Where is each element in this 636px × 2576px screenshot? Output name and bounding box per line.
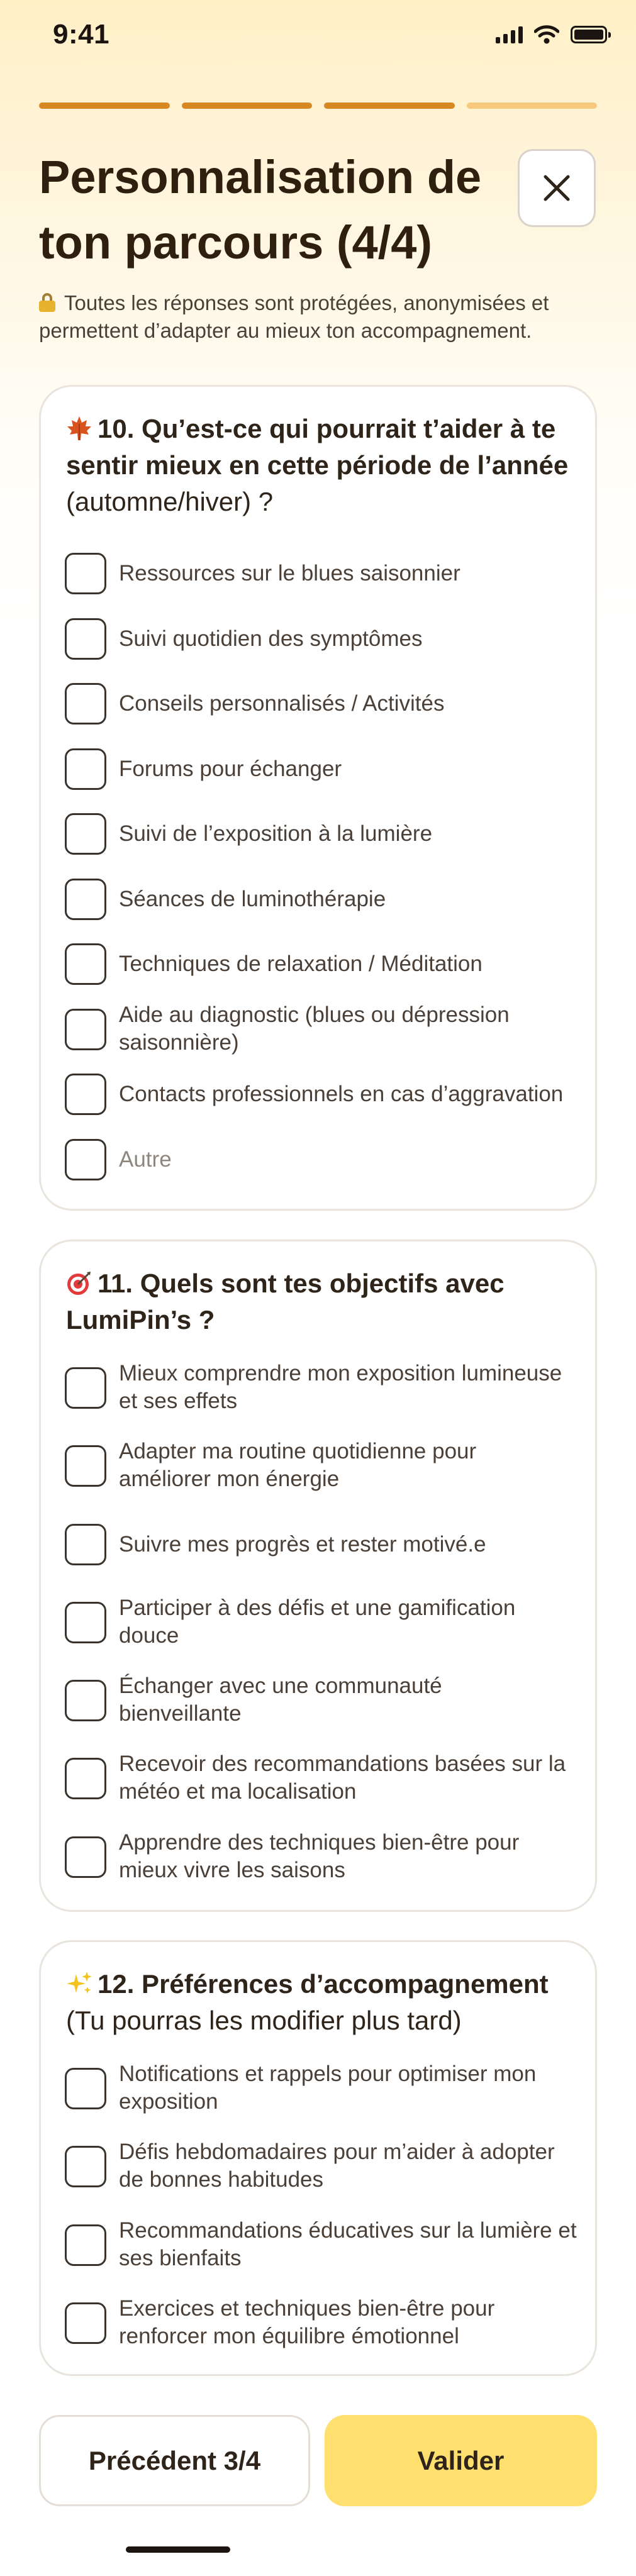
progress-segment-1 <box>39 103 170 109</box>
option-label: Forums pour échanger <box>119 757 342 781</box>
question-12-hint: (Tu pourras les modifier plus tard) <box>66 2006 462 2035</box>
checkbox[interactable] <box>65 1139 106 1180</box>
option-label: Suivre mes progrès et rester motivé.e <box>119 1532 486 1557</box>
q11-option[interactable] <box>65 1596 581 1650</box>
step-progress <box>39 103 597 109</box>
q12-option[interactable] <box>65 2140 581 2194</box>
checkbox[interactable] <box>65 1009 106 1050</box>
question-12-card <box>39 1940 597 2376</box>
q10-option[interactable] <box>65 748 581 790</box>
progress-segment-4 <box>467 103 598 109</box>
checkbox[interactable] <box>65 2146 106 2187</box>
q10-option[interactable] <box>65 1074 581 1115</box>
option-label: Défis hebdomadaires pour m’aider à adopter de bonnes habitudes <box>119 2140 555 2192</box>
option-label: Mieux comprendre mon exposition lumineuse et ses effets <box>119 1361 562 1413</box>
wifi-icon <box>534 25 559 44</box>
q10-option[interactable] <box>65 1139 581 1180</box>
checkbox[interactable] <box>65 943 106 985</box>
checkbox[interactable] <box>65 1836 106 1878</box>
q10-option[interactable] <box>65 813 581 855</box>
checkbox[interactable] <box>65 2068 106 2109</box>
q12-option[interactable] <box>65 2218 581 2272</box>
close-icon <box>542 173 572 203</box>
q10-option[interactable] <box>65 879 581 920</box>
status-bar <box>0 0 636 75</box>
q11-option[interactable] <box>65 1361 581 1415</box>
close-button[interactable] <box>518 149 596 227</box>
question-11-card <box>39 1240 597 1912</box>
question-12-label: 12. Préférences d’accompagnement <box>98 1969 549 1999</box>
option-label: Recommandations éducatives sur la lumière et ses bienfaits <box>119 2218 577 2270</box>
status-time: 9:41 <box>53 19 110 50</box>
question-10-label: 10. Qu’est-ce qui pourrait t’aider à te sentir mieux en cette période de l’année <box>66 414 569 480</box>
signal-icon <box>496 26 523 43</box>
question-10-hint: (automne/hiver) ? <box>66 487 274 516</box>
option-label: Apprendre des techniques bien-être pour mieux vivre les saisons <box>119 1830 520 1882</box>
battery-icon <box>571 26 607 43</box>
home-indicator <box>126 2546 230 2553</box>
q12-option[interactable] <box>65 2062 581 2116</box>
page-title: Personnalisation de ton parcours (4/4) <box>39 151 482 269</box>
checkbox[interactable] <box>65 2224 106 2266</box>
checkbox[interactable] <box>65 748 106 790</box>
sparkles-icon <box>66 1970 92 1997</box>
option-label: Séances de luminothérapie <box>119 887 386 911</box>
checkbox[interactable] <box>65 879 106 920</box>
q11-option[interactable] <box>65 1674 581 1728</box>
option-label: Adapter ma routine quotidienne pour améliorer mon énergie <box>119 1439 477 1491</box>
option-label: Contacts professionnels en cas d’aggravation <box>119 1082 564 1106</box>
q10-option[interactable] <box>65 943 581 985</box>
option-label: Recevoir des recommandations basées sur la météo et ma localisation <box>119 1752 566 1804</box>
option-label: Notifications et rappels pour optimiser mon exposition <box>119 2062 537 2114</box>
target-icon <box>66 1270 92 1296</box>
q12-option[interactable] <box>65 2296 581 2350</box>
question-10-card <box>39 385 597 1211</box>
checkbox[interactable] <box>65 813 106 855</box>
progress-segment-3 <box>324 103 455 109</box>
validate-button[interactable]: Valider <box>325 2415 597 2506</box>
q11-option[interactable] <box>65 1752 581 1806</box>
q11-option[interactable] <box>65 1439 581 1493</box>
q10-option[interactable] <box>65 618 581 660</box>
option-label: Autre <box>119 1147 172 1172</box>
question-10-title <box>66 411 569 520</box>
checkbox[interactable] <box>65 1602 106 1643</box>
option-label: Échanger avec une communauté bienveillante <box>119 1674 442 1726</box>
q10-option[interactable] <box>65 1002 581 1057</box>
option-label: Conseils personnalisés / Activités <box>119 691 445 716</box>
checkbox[interactable] <box>65 1680 106 1721</box>
checkbox[interactable] <box>65 1445 106 1487</box>
option-label: Suivi de l’exposition à la lumière <box>119 821 433 846</box>
progress-segment-2 <box>182 103 313 109</box>
previous-button[interactable]: Précédent 3/4 <box>39 2415 310 2506</box>
privacy-notice <box>39 289 599 345</box>
q11-option[interactable] <box>65 1830 581 1884</box>
checkbox[interactable] <box>65 2302 106 2344</box>
option-label: Exercices et techniques bien-être pour renforcer mon équilibre émotionnel <box>119 2296 495 2348</box>
q11-option[interactable] <box>65 1524 581 1565</box>
option-label: Participer à des défis et une gamification douce <box>119 1596 516 1648</box>
checkbox[interactable] <box>65 553 106 594</box>
checkbox[interactable] <box>65 618 106 660</box>
lock-icon <box>39 293 55 312</box>
option-label: Aide au diagnostic (blues ou dépression saisonnière) <box>119 1002 510 1055</box>
option-label: Ressources sur le blues saisonnier <box>119 561 460 586</box>
question-11-title <box>66 1265 569 1338</box>
status-icons <box>496 25 607 44</box>
checkbox[interactable] <box>65 1074 106 1115</box>
checkbox[interactable] <box>65 1758 106 1799</box>
question-11-label: 11. Quels sont tes objectifs avec LumiPin’s ? <box>66 1269 505 1335</box>
checkbox[interactable] <box>65 1367 106 1409</box>
option-label: Techniques de relaxation / Méditation <box>119 952 483 976</box>
q10-option[interactable] <box>65 683 581 724</box>
maple-leaf-icon <box>66 415 92 441</box>
option-label: Suivi quotidien des symptômes <box>119 626 423 651</box>
question-12-title <box>66 1966 569 2039</box>
q10-option[interactable] <box>65 553 581 594</box>
checkbox[interactable] <box>65 1524 106 1565</box>
privacy-notice-text: Toutes les réponses sont protégées, anonymisées et permettent d’adapter au mieux ton accompagnement. <box>39 291 549 342</box>
checkbox[interactable] <box>65 683 106 724</box>
